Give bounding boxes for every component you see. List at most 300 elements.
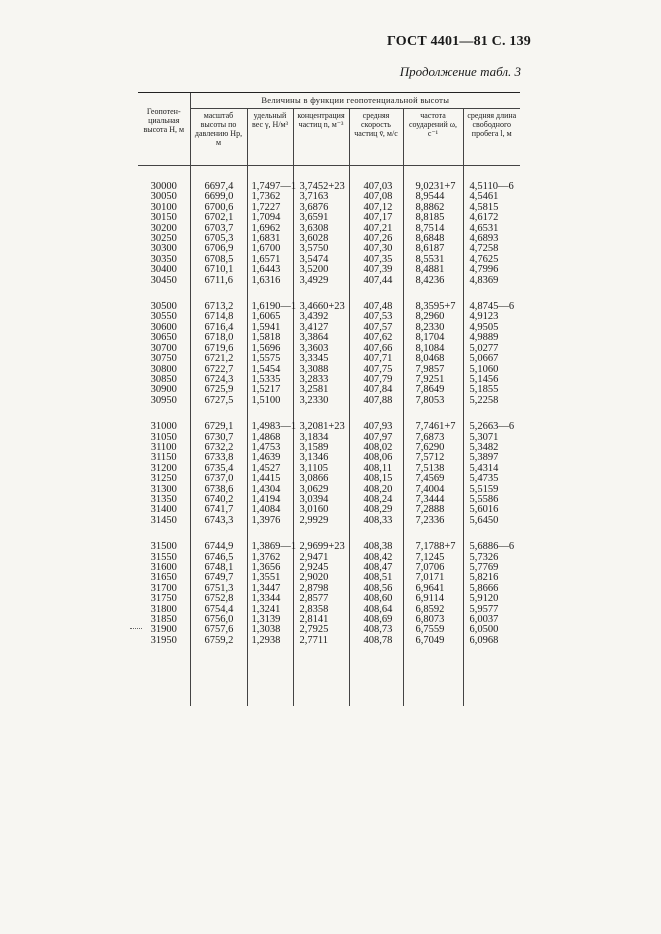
table-cell: 3,2081+23 bbox=[293, 422, 349, 432]
table-cell: 1,3762 bbox=[247, 553, 293, 563]
table-cell: 30450 bbox=[150, 274, 177, 286]
table-cell: 2,8358 bbox=[293, 605, 349, 615]
table-cell: 30650 bbox=[150, 332, 177, 344]
table-cell: 3,2330 bbox=[293, 396, 349, 406]
table-cell: 8,8185 bbox=[403, 213, 463, 223]
col-header-collision-frequency: частота соударений ω, с⁻¹ bbox=[403, 109, 463, 166]
table-cell: 1,6443 bbox=[247, 265, 293, 275]
table-cell: 7,3444 bbox=[403, 495, 463, 505]
table-cell: 3,0394 bbox=[293, 495, 349, 505]
table-cell: 3,6876 bbox=[293, 203, 349, 213]
table-cell: 1,5941 bbox=[247, 323, 293, 333]
table-cell: 408,69 bbox=[349, 615, 403, 625]
table-cell: 31250 bbox=[150, 473, 177, 485]
table-cell: 3,1834 bbox=[293, 433, 349, 443]
table-cell: 407,97 bbox=[349, 433, 403, 443]
table-cell: 408,20 bbox=[349, 485, 403, 495]
table-cell: 4,9889 bbox=[463, 333, 520, 343]
table-cell: 3,0629 bbox=[293, 485, 349, 495]
table-cell: 30300 bbox=[150, 243, 177, 255]
table-cell: 3,5200 bbox=[293, 265, 349, 275]
table-cell: 1,4983—1 bbox=[247, 422, 293, 432]
table-cell: 30050 bbox=[150, 191, 177, 203]
table-cell: 6738,6 bbox=[190, 485, 247, 495]
table-cell: 4,5815 bbox=[463, 203, 520, 213]
table-cell: 4,7996 bbox=[463, 265, 520, 275]
table-cell: 30600 bbox=[150, 321, 177, 333]
table-cell: 6732,2 bbox=[190, 443, 247, 453]
table-cell: 407,44 bbox=[349, 276, 403, 286]
table-cell: 1,4527 bbox=[247, 464, 293, 474]
table-cell: 31300 bbox=[150, 483, 177, 495]
table-cell: 31100 bbox=[150, 441, 177, 453]
table-cell: 1,6316 bbox=[247, 276, 293, 286]
table-cell: 31650 bbox=[150, 572, 177, 584]
table-cell: 6,7559 bbox=[403, 625, 463, 635]
table-cell: 5,6016 bbox=[463, 505, 520, 515]
table-cell: 4,9505 bbox=[463, 323, 520, 333]
table-cell: 5,7769 bbox=[463, 563, 520, 573]
table-cell: 5,1855 bbox=[463, 385, 520, 395]
table-cell: 407,08 bbox=[349, 192, 403, 202]
table-cell: 4,9123 bbox=[463, 312, 520, 322]
table-cell: 2,7711 bbox=[293, 636, 349, 646]
table-cell: 6714,8 bbox=[190, 312, 247, 322]
table-cell: 31000 bbox=[150, 421, 177, 433]
table-cell: 5,8216 bbox=[463, 573, 520, 583]
table-cell: 8,0468 bbox=[403, 354, 463, 364]
table-cell: 31900 bbox=[150, 624, 177, 636]
table-cell: 31700 bbox=[150, 582, 177, 594]
table-cell: 1,4415 bbox=[247, 474, 293, 484]
table-row bbox=[138, 464, 520, 474]
col-header-concentration: концентрация частиц n, м⁻³ bbox=[293, 109, 349, 166]
table-cell: 2,8141 bbox=[293, 615, 349, 625]
table-cell: 5,8666 bbox=[463, 584, 520, 594]
table-cell: 1,3038 bbox=[247, 625, 293, 635]
table-cell: 407,17 bbox=[349, 213, 403, 223]
table-cell: 1,5454 bbox=[247, 365, 293, 375]
table-cell: 3,1346 bbox=[293, 453, 349, 463]
table-cell: 6718,0 bbox=[190, 333, 247, 343]
table-cell: 408,02 bbox=[349, 443, 403, 453]
table-cell: 1,4639 bbox=[247, 453, 293, 463]
table-row bbox=[138, 594, 520, 604]
table-cell: 31150 bbox=[150, 452, 177, 464]
table-cell: 1,5335 bbox=[247, 375, 293, 385]
table-cell: 2,9929 bbox=[293, 516, 349, 526]
table-cell: 30250 bbox=[150, 233, 177, 245]
table-cell: 7,2888 bbox=[403, 505, 463, 515]
table-cell: 31800 bbox=[150, 603, 177, 615]
table-cell: 6725,9 bbox=[190, 385, 247, 395]
table-cell: 6729,1 bbox=[190, 422, 247, 432]
table-cell: 3,4392 bbox=[293, 312, 349, 322]
table-cell: 7,1245 bbox=[403, 553, 463, 563]
table-cell: 6735,4 bbox=[190, 464, 247, 474]
table-cell: 6757,6 bbox=[190, 625, 247, 635]
table-cell: 407,35 bbox=[349, 255, 403, 265]
table-cell: 4,8745—6 bbox=[463, 302, 520, 312]
table-row bbox=[138, 495, 520, 505]
table-cell: 408,73 bbox=[349, 625, 403, 635]
table-row bbox=[138, 563, 520, 573]
table-cell: 1,7362 bbox=[247, 192, 293, 202]
table-cell: 5,5159 bbox=[463, 485, 520, 495]
table-cell: 1,4084 bbox=[247, 505, 293, 515]
table-cell: 6,0968 bbox=[463, 636, 520, 646]
table-cell: 408,29 bbox=[349, 505, 403, 515]
col-header-height: Геопотен-циальная высота H, м bbox=[138, 93, 190, 166]
table-cell: 9,0231+7 bbox=[403, 182, 463, 192]
table-row bbox=[138, 255, 520, 265]
table-cell: 6754,4 bbox=[190, 605, 247, 615]
table-cell: 8,3595+7 bbox=[403, 302, 463, 312]
table-cell: 1,3241 bbox=[247, 605, 293, 615]
table-cell: 6740,2 bbox=[190, 495, 247, 505]
table-cell: 5,3897 bbox=[463, 453, 520, 463]
table-cell: 6746,5 bbox=[190, 553, 247, 563]
table-cell: 6722,7 bbox=[190, 365, 247, 375]
table-cell: 3,6028 bbox=[293, 234, 349, 244]
table-cell: 408,24 bbox=[349, 495, 403, 505]
table-cell: 7,8053 bbox=[403, 396, 463, 406]
table-cell: 7,6290 bbox=[403, 443, 463, 453]
table-row bbox=[138, 244, 520, 254]
table-cell: 3,1105 bbox=[293, 464, 349, 474]
table-cell: 30150 bbox=[150, 212, 177, 224]
table-cell: 7,2336 bbox=[403, 516, 463, 526]
table-cell: 5,0667 bbox=[463, 354, 520, 364]
table-row bbox=[138, 605, 520, 615]
table-cell: 6,9114 bbox=[403, 594, 463, 604]
table-cell: 6724,3 bbox=[190, 375, 247, 385]
table-row bbox=[138, 182, 520, 192]
table-cell: 6700,6 bbox=[190, 203, 247, 213]
table-cell: 30900 bbox=[150, 384, 177, 396]
table-cell: 5,9120 bbox=[463, 594, 520, 604]
table-cell: 408,78 bbox=[349, 636, 403, 646]
table-cell: 3,3603 bbox=[293, 344, 349, 354]
table-cell: 407,21 bbox=[349, 224, 403, 234]
table-cell: 6708,5 bbox=[190, 255, 247, 265]
table-cell: 2,9245 bbox=[293, 563, 349, 573]
table-cell: 407,66 bbox=[349, 344, 403, 354]
table-cell: 5,4314 bbox=[463, 464, 520, 474]
table-cell: 5,2663—6 bbox=[463, 422, 520, 432]
table-cell: 1,5575 bbox=[247, 354, 293, 364]
table-cell: 1,6190—1 bbox=[247, 302, 293, 312]
table-cell: 8,1084 bbox=[403, 344, 463, 354]
table-cell: 6743,3 bbox=[190, 516, 247, 526]
table-row bbox=[138, 213, 520, 223]
table-cell: 3,2581 bbox=[293, 385, 349, 395]
table-cell: 3,3864 bbox=[293, 333, 349, 343]
table-cell: 408,60 bbox=[349, 594, 403, 604]
table-cell: 407,84 bbox=[349, 385, 403, 395]
table-cell: 3,6591 bbox=[293, 213, 349, 223]
table-cell: 1,6700 bbox=[247, 244, 293, 254]
table-cell: 6727,5 bbox=[190, 396, 247, 406]
table-row bbox=[138, 276, 520, 286]
table-row bbox=[138, 636, 520, 646]
table-cell: 3,2833 bbox=[293, 375, 349, 385]
table-cell: 31450 bbox=[150, 514, 177, 526]
table-row bbox=[138, 354, 520, 364]
table-cell: 30800 bbox=[150, 363, 177, 375]
table-cell: 30500 bbox=[150, 301, 177, 313]
table-cell: 407,39 bbox=[349, 265, 403, 275]
table-cell: 6,7049 bbox=[403, 636, 463, 646]
table-cell: 5,3482 bbox=[463, 443, 520, 453]
table-cell: 407,71 bbox=[349, 354, 403, 364]
table-cell: 1,5100 bbox=[247, 396, 293, 406]
table-cell: 8,4236 bbox=[403, 276, 463, 286]
table-cell: 6711,6 bbox=[190, 276, 247, 286]
table-cell: 6721,2 bbox=[190, 354, 247, 364]
table-cell: 6752,8 bbox=[190, 594, 247, 604]
table-cell: 8,6848 bbox=[403, 234, 463, 244]
table-cell: 6719,6 bbox=[190, 344, 247, 354]
table-row bbox=[138, 265, 520, 275]
table-cell: 1,7227 bbox=[247, 203, 293, 213]
table-cell: 7,5138 bbox=[403, 464, 463, 474]
table-cell: 1,2938 bbox=[247, 636, 293, 646]
table-row bbox=[138, 333, 520, 343]
table-cell: 4,7258 bbox=[463, 244, 520, 254]
table-cell: 407,03 bbox=[349, 182, 403, 192]
table-row bbox=[138, 433, 520, 443]
table-cell: 6733,8 bbox=[190, 453, 247, 463]
table-cell: 3,0160 bbox=[293, 505, 349, 515]
table-cell: 1,5818 bbox=[247, 333, 293, 343]
table-cell: 3,7163 bbox=[293, 192, 349, 202]
table-row bbox=[138, 516, 520, 526]
table-cell: 408,51 bbox=[349, 573, 403, 583]
table-cell: 8,2330 bbox=[403, 323, 463, 333]
table-cell: 6,9641 bbox=[403, 584, 463, 594]
table-cell: 5,0277 bbox=[463, 344, 520, 354]
table-cell: 3,4127 bbox=[293, 323, 349, 333]
table-cell: 5,2258 bbox=[463, 396, 520, 406]
table-cell: 3,7452+23 bbox=[293, 182, 349, 192]
table-cell: 408,06 bbox=[349, 453, 403, 463]
table-cell: 408,15 bbox=[349, 474, 403, 484]
table-cell: 31950 bbox=[150, 634, 177, 646]
table-cell: 6699,0 bbox=[190, 192, 247, 202]
table-cell: 4,5110—6 bbox=[463, 182, 520, 192]
table-cell: 2,9020 bbox=[293, 573, 349, 583]
table-cell: 1,4868 bbox=[247, 433, 293, 443]
table-row bbox=[138, 422, 520, 432]
table-cell: 408,47 bbox=[349, 563, 403, 573]
table-row bbox=[138, 323, 520, 333]
table-cell: 7,4004 bbox=[403, 485, 463, 495]
table-cell: 1,6962 bbox=[247, 224, 293, 234]
table-cell: 1,5217 bbox=[247, 385, 293, 395]
table-cell: 4,6531 bbox=[463, 224, 520, 234]
table-cell: 31050 bbox=[150, 431, 177, 443]
table-cell: 31350 bbox=[150, 493, 177, 505]
atmosphere-table bbox=[138, 92, 520, 706]
table-cell: 7,0171 bbox=[403, 573, 463, 583]
table-cell: 6741,7 bbox=[190, 505, 247, 515]
table-row bbox=[138, 615, 520, 625]
table-cell: 2,7925 bbox=[293, 625, 349, 635]
table-cell: 1,5696 bbox=[247, 344, 293, 354]
table-cell: 5,9577 bbox=[463, 605, 520, 615]
table-cell: 1,3344 bbox=[247, 594, 293, 604]
table-cell: 30100 bbox=[150, 201, 177, 213]
table-cell: 8,8862 bbox=[403, 203, 463, 213]
table-cell: 1,6831 bbox=[247, 234, 293, 244]
table-cell: 5,4735 bbox=[463, 474, 520, 484]
table-cell: 3,5474 bbox=[293, 255, 349, 265]
table-cell: 30400 bbox=[150, 264, 177, 276]
table-cell: 408,38 bbox=[349, 542, 403, 552]
table-cell: 5,3071 bbox=[463, 433, 520, 443]
table-cell: 5,1456 bbox=[463, 375, 520, 385]
table-cell: 31200 bbox=[150, 462, 177, 474]
table-row bbox=[138, 474, 520, 484]
table-cell: 5,7326 bbox=[463, 553, 520, 563]
table-cell: 6,8592 bbox=[403, 605, 463, 615]
table-cell: 31500 bbox=[150, 541, 177, 553]
table-cell: 7,7461+7 bbox=[403, 422, 463, 432]
table-cell: 407,12 bbox=[349, 203, 403, 213]
table-cell: 407,57 bbox=[349, 323, 403, 333]
table-cell: 1,4194 bbox=[247, 495, 293, 505]
table-cell: 3,0866 bbox=[293, 474, 349, 484]
table-cell: 31850 bbox=[150, 614, 177, 626]
page-header: ГОСТ 4401—81 С. 139 bbox=[387, 34, 531, 49]
table-cell: 2,8798 bbox=[293, 584, 349, 594]
table-cell: 8,5531 bbox=[403, 255, 463, 265]
table-cell: 8,2960 bbox=[403, 312, 463, 322]
table-row bbox=[138, 203, 520, 213]
table-cell: 3,5750 bbox=[293, 244, 349, 254]
col-header-scale-height: масштаб высоты по давлению Hр, м bbox=[190, 109, 247, 166]
table-cell: 4,7625 bbox=[463, 255, 520, 265]
table-row bbox=[138, 505, 520, 515]
table-cell: 5,1060 bbox=[463, 365, 520, 375]
table-row bbox=[138, 573, 520, 583]
table-row bbox=[138, 485, 520, 495]
table-cell: 6,0500 bbox=[463, 625, 520, 635]
table-cell: 6748,1 bbox=[190, 563, 247, 573]
table-cell: 30350 bbox=[150, 253, 177, 265]
table-cell: 4,8369 bbox=[463, 276, 520, 286]
table-cell: 8,4881 bbox=[403, 265, 463, 275]
table-cell: 30850 bbox=[150, 373, 177, 385]
table-cell: 5,5586 bbox=[463, 495, 520, 505]
table-cell: 3,3088 bbox=[293, 365, 349, 375]
table-cell: 2,8577 bbox=[293, 594, 349, 604]
table-cell: 1,6571 bbox=[247, 255, 293, 265]
table-cell: 6756,0 bbox=[190, 615, 247, 625]
table-row bbox=[138, 302, 520, 312]
table-row bbox=[138, 365, 520, 375]
table-cell: 31400 bbox=[150, 504, 177, 516]
table-cell: 7,1788+7 bbox=[403, 542, 463, 552]
table-cell: 1,7497—1 bbox=[247, 182, 293, 192]
table-cell: 408,56 bbox=[349, 584, 403, 594]
table-cell: 407,62 bbox=[349, 333, 403, 343]
col-header-specific-weight: удельный вес γ, Н/м³ bbox=[247, 109, 293, 166]
table-row bbox=[138, 385, 520, 395]
table-cell: 6710,1 bbox=[190, 265, 247, 275]
table-cell: 8,9544 bbox=[403, 192, 463, 202]
table-cell: 5,6886—6 bbox=[463, 542, 520, 552]
table-cell: 6749,7 bbox=[190, 573, 247, 583]
table-row bbox=[138, 192, 520, 202]
table-cell: 1,3139 bbox=[247, 615, 293, 625]
table-cell: 30550 bbox=[150, 311, 177, 323]
table-cell: 407,30 bbox=[349, 244, 403, 254]
table-cell: 2,9699+23 bbox=[293, 542, 349, 552]
table-cell: 407,53 bbox=[349, 312, 403, 322]
table-cell: 30750 bbox=[150, 353, 177, 365]
table-cell: 7,8649 bbox=[403, 385, 463, 395]
table-cell: 6703,7 bbox=[190, 224, 247, 234]
table-cell: 8,6187 bbox=[403, 244, 463, 254]
table-row bbox=[138, 625, 520, 635]
table-cell: 3,6308 bbox=[293, 224, 349, 234]
table-row bbox=[138, 443, 520, 453]
table-cell: 1,3551 bbox=[247, 573, 293, 583]
table-cell: 7,4569 bbox=[403, 474, 463, 484]
table-cell: 7,5712 bbox=[403, 453, 463, 463]
table-cell: 408,11 bbox=[349, 464, 403, 474]
col-header-mean-speed: средняя скорость частиц v̄, м/с bbox=[349, 109, 403, 166]
table-cell: 6737,0 bbox=[190, 474, 247, 484]
table-cell: 4,5461 bbox=[463, 192, 520, 202]
table-cell: 31750 bbox=[150, 593, 177, 605]
table-cell: 408,64 bbox=[349, 605, 403, 615]
table-cell: 8,7514 bbox=[403, 224, 463, 234]
table-cell: 1,4304 bbox=[247, 485, 293, 495]
table-row bbox=[138, 224, 520, 234]
table-cell: 6705,3 bbox=[190, 234, 247, 244]
table-row bbox=[138, 542, 520, 552]
table-cell: 407,79 bbox=[349, 375, 403, 385]
table-cell: 407,48 bbox=[349, 302, 403, 312]
table-cell: 30000 bbox=[150, 181, 177, 192]
table-row bbox=[138, 453, 520, 463]
table-cell: 30700 bbox=[150, 342, 177, 354]
table-cell: 6730,7 bbox=[190, 433, 247, 443]
table-cell: 6706,9 bbox=[190, 244, 247, 254]
table-cell: 7,6873 bbox=[403, 433, 463, 443]
table-row bbox=[138, 344, 520, 354]
table-cell: 1,3869—1 bbox=[247, 542, 293, 552]
span-header: Величины в функции геопотенциальной высоты bbox=[190, 93, 520, 109]
table-cell: 408,42 bbox=[349, 553, 403, 563]
table-cell: 30200 bbox=[150, 222, 177, 234]
table-cell: 7,9857 bbox=[403, 365, 463, 375]
table-row bbox=[138, 312, 520, 322]
table-cell: 408,33 bbox=[349, 516, 403, 526]
table-cell: 5,6450 bbox=[463, 516, 520, 526]
col-header-mean-free-path: средняя длина свободного пробега l, м bbox=[463, 109, 520, 166]
margin-mark bbox=[130, 628, 142, 631]
table-cell: 31600 bbox=[150, 562, 177, 573]
table-cell: 6,0037 bbox=[463, 615, 520, 625]
data-table-frame bbox=[138, 92, 520, 706]
table-cell: 4,6172 bbox=[463, 213, 520, 223]
table-cell: 1,6065 bbox=[247, 312, 293, 322]
table-cell: 407,75 bbox=[349, 365, 403, 375]
